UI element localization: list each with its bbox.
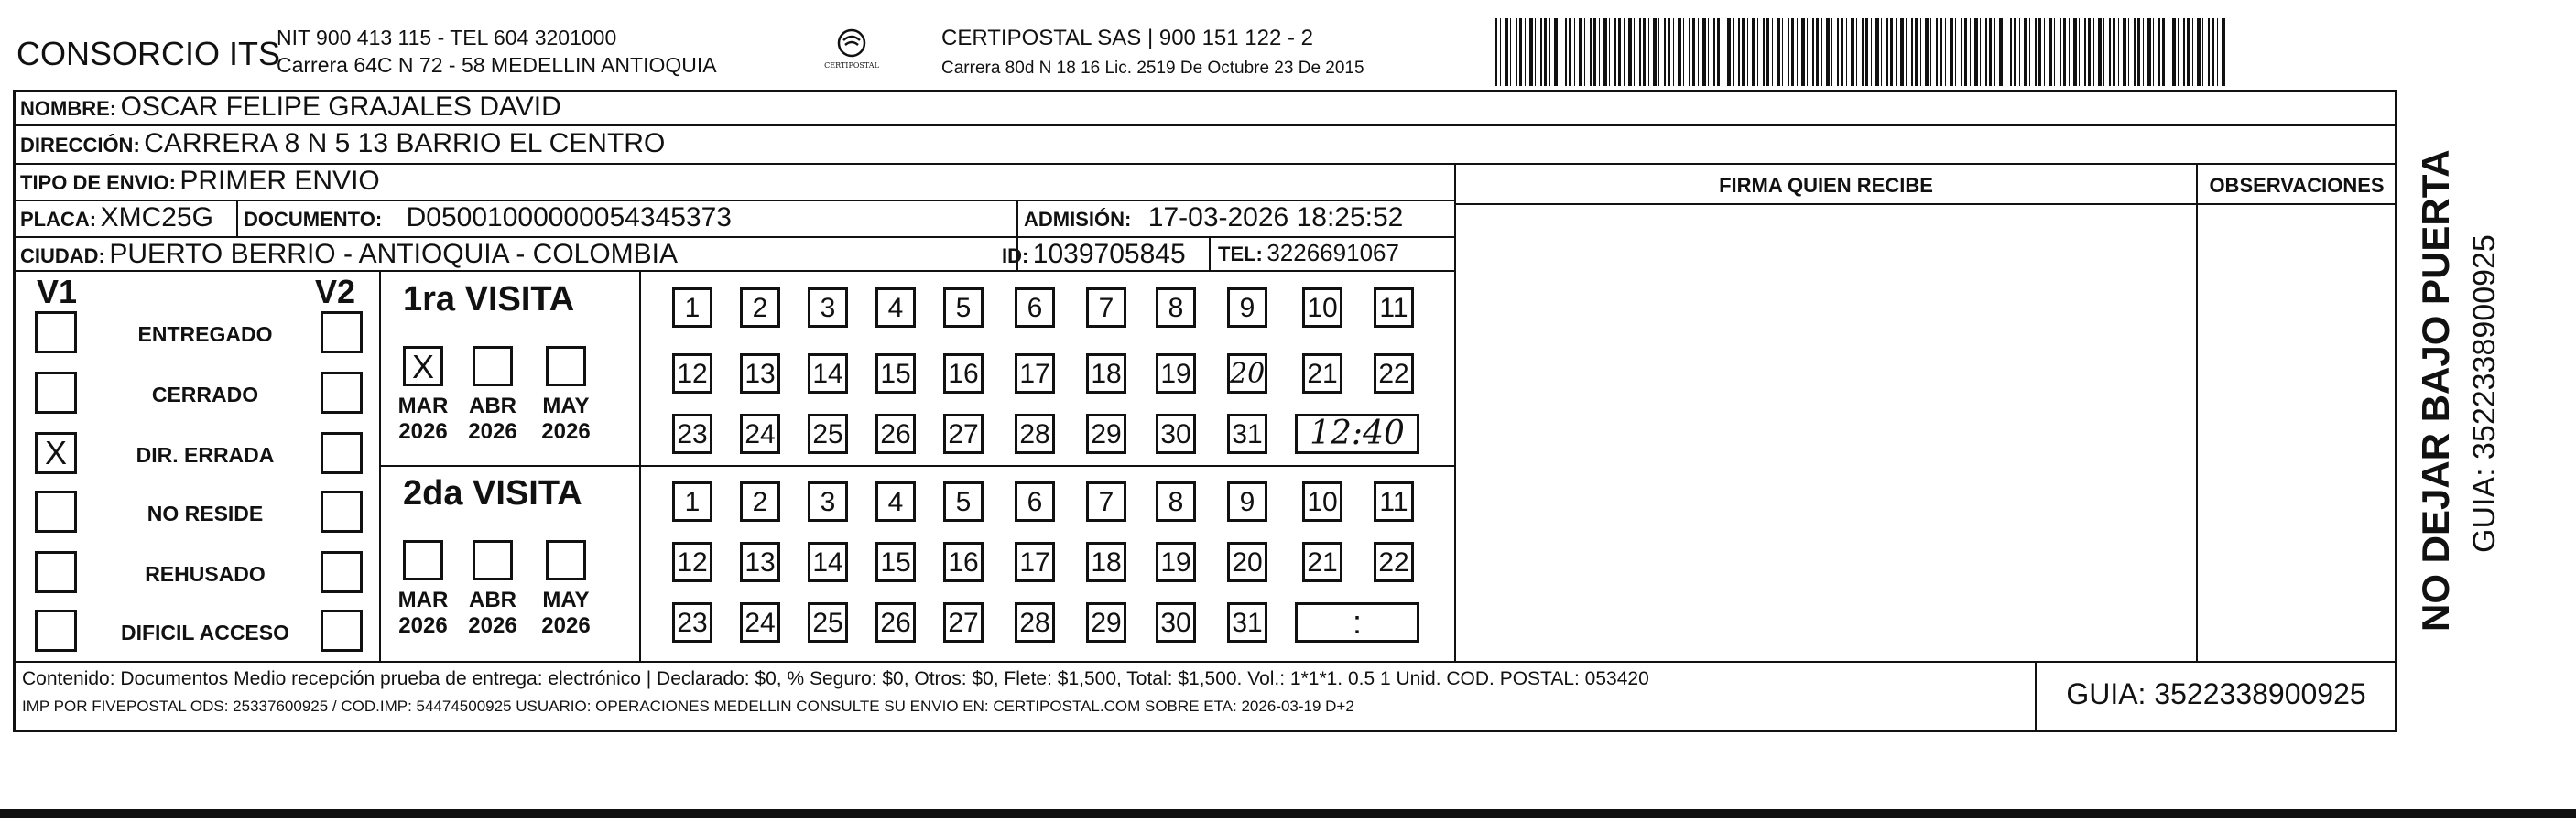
day-cell[interactable]: 23 <box>672 414 712 454</box>
day-cell[interactable]: 22 <box>1374 542 1414 582</box>
status-label: DIFICIL ACCESO <box>120 621 289 644</box>
day-cell[interactable]: 24 <box>740 414 780 454</box>
certipostal-logo <box>822 27 881 79</box>
month-year: 2026 <box>398 613 448 638</box>
day-cell[interactable]: 19 <box>1156 542 1196 582</box>
day-cell[interactable]: 6 <box>1015 287 1055 328</box>
day-cell[interactable]: 31 <box>1227 414 1267 454</box>
status-v1-checkbox[interactable] <box>35 610 77 652</box>
name-label: NOMBRE: <box>20 97 117 120</box>
day-cell[interactable]: 26 <box>875 414 916 454</box>
footer-content: Contenido: Documentos Medio recepción prueba de entrega: electrónico | Declarado: $0, % Seguro: $0, Otros: $0, Flete: $1,500, Total: $1,500. Vol.: 1*1*1. 0.5 1 Unid. COD. POSTAL: 053420 <box>22 668 1649 689</box>
day-cell[interactable]: 16 <box>943 353 984 394</box>
day-cell[interactable]: 15 <box>875 353 916 394</box>
day-cell[interactable]: 2 <box>740 287 780 328</box>
day-cell[interactable]: 15 <box>875 542 916 582</box>
day-cell[interactable]: 17 <box>1015 353 1055 394</box>
id-value: 1039705845 <box>1032 239 1186 269</box>
status-label: DIR. ERRADA <box>136 443 275 467</box>
status-v2-checkbox[interactable] <box>321 610 363 652</box>
day-cell[interactable]: 30 <box>1156 602 1196 643</box>
status-v2-checkbox[interactable] <box>321 551 363 593</box>
tel-label: TEL: <box>1218 243 1263 265</box>
day-cell[interactable]: 7 <box>1086 287 1126 328</box>
recipient-name-row <box>20 92 561 123</box>
address-label: DIRECCIÓN: <box>20 134 140 157</box>
visit2-title: 2da VISITA <box>403 474 582 513</box>
day-cell[interactable]: 27 <box>943 602 984 643</box>
day-cell[interactable]: 1 <box>672 287 712 328</box>
status-v2-checkbox[interactable] <box>321 372 363 414</box>
id-label: ID: <box>1002 244 1029 267</box>
status-v2-checkbox[interactable] <box>321 491 363 533</box>
shipment-label: TIPO DE ENVIO: <box>20 171 176 194</box>
time-field[interactable]: 12:40 <box>1295 414 1419 454</box>
footer-print-info: IMP POR FIVEPOSTAL ODS: 25337600925 / COD.IMP: 54474500925 USUARIO: OPERACIONES MEDELLIN CONSULTE SU ENVIO EN: CERTIPOSTAL.COM SOBRE ETA: 2026-03-19 D+2 <box>22 698 1354 715</box>
day-cell[interactable]: 6 <box>1015 481 1055 522</box>
tel-value: 3226691067 <box>1266 239 1399 266</box>
day-cell[interactable]: 19 <box>1156 353 1196 394</box>
day-cell[interactable]: 25 <box>808 414 848 454</box>
day-cell[interactable]: 10 <box>1302 287 1342 328</box>
month-label: MAR <box>397 394 449 418</box>
city-label: CIUDAD: <box>20 244 105 267</box>
day-cell[interactable]: 1 <box>672 481 712 522</box>
day-cell[interactable]: 29 <box>1086 602 1126 643</box>
month-year: 2026 <box>398 419 448 444</box>
document-value: D05001000000054345373 <box>406 202 732 233</box>
shipment-type: PRIMER ENVIO <box>179 166 380 196</box>
day-cell[interactable]: 18 <box>1086 353 1126 394</box>
company-address: Carrera 64C N 72 - 58 MEDELLIN ANTIOQUIA <box>277 53 717 77</box>
month-label: MAY <box>542 394 590 418</box>
day-cell[interactable]: 11 <box>1374 481 1414 522</box>
admission-value: 17-03-2026 18:25:52 <box>1147 202 1404 233</box>
day-cell[interactable]: 2 <box>740 481 780 522</box>
day-cell[interactable]: 26 <box>875 602 916 643</box>
status-label: CERRADO <box>151 383 259 406</box>
day-cell[interactable]: 8 <box>1156 481 1196 522</box>
day-cell[interactable]: 28 <box>1015 602 1055 643</box>
day-cell[interactable]: 9 <box>1227 481 1267 522</box>
day-cell[interactable]: 21 <box>1302 542 1342 582</box>
day-cell[interactable]: 5 <box>943 287 984 328</box>
month-label: ABR <box>469 394 516 418</box>
company-name: CONSORCIO ITS <box>16 35 281 72</box>
day-cell[interactable]: 4 <box>875 287 916 328</box>
signature-header: FIRMA QUIEN RECIBE <box>1719 174 1933 197</box>
v2-header: V2 <box>315 273 356 310</box>
month-year: 2026 <box>468 419 517 444</box>
observations-header: OBSERVACIONES <box>2209 174 2385 197</box>
time-field[interactable]: : <box>1295 602 1419 643</box>
side-guia: GUIA: 3522338900925 <box>2467 234 2502 553</box>
logo-text: CERTIPOSTAL <box>824 61 879 70</box>
day-cell[interactable]: 25 <box>808 602 848 643</box>
month-label: ABR <box>469 588 516 612</box>
document-field <box>244 202 732 233</box>
status-label: NO RESIDE <box>147 502 264 525</box>
side-warning: NO DEJAR BAJO PUERTA <box>2414 149 2457 632</box>
day-cell[interactable]: 9 <box>1227 287 1267 328</box>
status-v1-checkbox[interactable]: X <box>35 432 77 474</box>
day-cell[interactable]: 7 <box>1086 481 1126 522</box>
day-cell[interactable]: 14 <box>808 542 848 582</box>
id-field <box>1002 239 1186 270</box>
status-v2-checkbox[interactable] <box>321 432 363 474</box>
plate-field <box>20 202 213 233</box>
plate-label: PLACA: <box>20 208 97 231</box>
month-year: 2026 <box>541 613 591 638</box>
carrier-name: CERTIPOSTAL SAS | 900 151 122 - 2 <box>941 26 1313 50</box>
day-cell[interactable]: 30 <box>1156 414 1196 454</box>
status-v1-checkbox[interactable] <box>35 551 77 593</box>
document-label: DOCUMENTO: <box>244 208 383 231</box>
day-cell[interactable]: 22 <box>1374 353 1414 394</box>
day-cell[interactable]: 14 <box>808 353 848 394</box>
admission-label: ADMISIÓN: <box>1024 208 1132 231</box>
day-cell[interactable]: 21 <box>1302 353 1342 394</box>
plate-value: XMC25G <box>100 202 213 233</box>
day-cell[interactable]: 20 <box>1227 542 1267 582</box>
month-checkbox[interactable] <box>546 540 586 580</box>
month-checkbox[interactable] <box>473 540 513 580</box>
month-year: 2026 <box>468 613 517 638</box>
day-cell[interactable]: 31 <box>1227 602 1267 643</box>
day-cell[interactable]: 5 <box>943 481 984 522</box>
city-value: PUERTO BERRIO - ANTIOQUIA - COLOMBIA <box>109 239 679 269</box>
day-cell[interactable]: 18 <box>1086 542 1126 582</box>
day-cell[interactable]: 17 <box>1015 542 1055 582</box>
month-checkbox[interactable] <box>473 346 513 386</box>
day-cell[interactable]: 8 <box>1156 287 1196 328</box>
day-cell[interactable]: 16 <box>943 542 984 582</box>
day-cell[interactable]: 11 <box>1374 287 1414 328</box>
carrier-address: Carrera 80d N 18 16 Lic. 2519 De Octubre 23 De 2015 <box>941 59 1364 78</box>
day-cell[interactable]: 10 <box>1302 481 1342 522</box>
day-cell[interactable]: 28 <box>1015 414 1055 454</box>
month-checkbox[interactable] <box>546 346 586 386</box>
month-checkbox[interactable] <box>403 540 443 580</box>
day-cell[interactable]: 27 <box>943 414 984 454</box>
month-label: MAR <box>397 588 449 612</box>
city-field <box>20 239 678 270</box>
month-year: 2026 <box>541 419 591 444</box>
visit1-title: 1ra VISITA <box>403 280 575 319</box>
certipostal-logo-icon <box>833 27 870 59</box>
recipient-name: OSCAR FELIPE GRAJALES DAVID <box>120 92 561 122</box>
status-v1-checkbox[interactable] <box>35 311 77 353</box>
day-cell[interactable]: 23 <box>672 602 712 643</box>
day-cell[interactable]: 12 <box>672 542 712 582</box>
status-v1-checkbox[interactable] <box>35 372 77 414</box>
recipient-address: CARRERA 8 N 5 13 BARRIO EL CENTRO <box>144 128 666 158</box>
day-cell[interactable]: 20 <box>1227 353 1267 394</box>
footer-guia: GUIA: 3522338900925 <box>2066 677 2366 710</box>
status-v1-checkbox[interactable] <box>35 491 77 533</box>
day-cell[interactable]: 13 <box>740 542 780 582</box>
day-cell[interactable]: 3 <box>808 287 848 328</box>
barcode <box>1495 18 2227 86</box>
admission-field <box>1024 202 1403 233</box>
company-nit: NIT 900 413 115 - TEL 604 3201000 <box>277 26 617 49</box>
status-v2-checkbox[interactable] <box>321 311 363 353</box>
day-cell[interactable]: 3 <box>808 481 848 522</box>
shipment-type-row <box>20 166 380 197</box>
status-label: REHUSADO <box>145 562 266 586</box>
day-cell[interactable]: 13 <box>740 353 780 394</box>
tel-field <box>1218 239 1399 267</box>
day-cell[interactable]: 24 <box>740 602 780 643</box>
recipient-address-row <box>20 128 665 159</box>
day-cell[interactable]: 12 <box>672 353 712 394</box>
day-cell[interactable]: 29 <box>1086 414 1126 454</box>
month-checkbox[interactable]: X <box>403 346 443 386</box>
v1-header: V1 <box>37 273 78 310</box>
page-bottom-edge <box>0 809 2576 818</box>
status-label: ENTREGADO <box>137 322 273 346</box>
month-label: MAY <box>542 588 590 612</box>
day-cell[interactable]: 4 <box>875 481 916 522</box>
